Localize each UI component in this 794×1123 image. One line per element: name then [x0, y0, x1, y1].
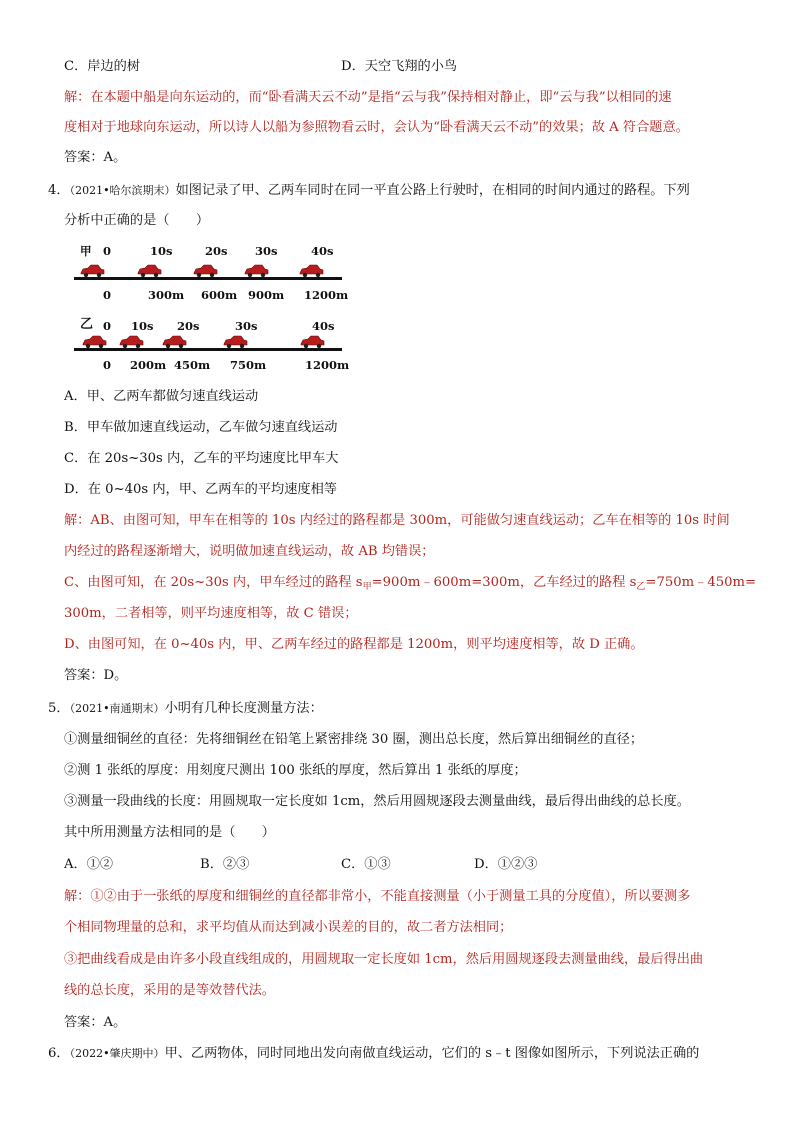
cars-motion-figure — [60, 240, 360, 375]
q6-stem — [48, 1045, 699, 1063]
q4-solution-line3 — [64, 574, 756, 596]
yi-time-30: 30s — [235, 319, 258, 333]
yi-time-0: 0 — [103, 319, 112, 333]
q3-solution-line2: 度相对于地球向东运动，所以诗人以船为参照物看云时，会认为“卧看满天云不动”的效果；故 A 符合题意。 — [64, 120, 689, 135]
q4-stem-line1 — [48, 182, 690, 200]
question-number: 5． — [48, 701, 70, 716]
jia-time-10: 10s — [150, 244, 173, 258]
q5-option-b: B．②③ — [200, 857, 250, 872]
yi-road — [74, 348, 342, 351]
q5-answer: 答案：A。 — [64, 1015, 127, 1030]
q5-option-c: C．①③ — [341, 857, 391, 872]
q4-option-c: C．在 20s~30s 内，乙车的平均速度比甲车大 — [64, 451, 339, 466]
yi-time-10: 10s — [131, 319, 154, 333]
q5-stem — [48, 700, 323, 718]
q5-item-1: ①测量细铜丝的直径：先将细铜丝在铅笔上紧密排绕 30 圈，测出总长度，然后算出细铜丝的直径； — [64, 732, 644, 747]
q3-solution-line1: 解：在本题中船是向东运动的，而“卧看满天云不动”是指“云与我”保持相对静止，即“云与我”以相同的速 — [64, 90, 672, 105]
question-number: 6． — [48, 1046, 70, 1061]
yi-car-icon — [161, 335, 187, 349]
q4-option-b: B．甲车做加速直线运动，乙车做匀速直线运动 — [64, 420, 338, 435]
q5-solution-line2: 个相同物理量的总和，求平均值从而达到减小误差的目的，故二者方法相同； — [64, 920, 513, 935]
q4-stem-line2: 分析中正确的是（ ） — [64, 213, 210, 228]
jia-car-icon — [298, 264, 324, 278]
question-stem: 小明有几种长度测量方法： — [164, 701, 323, 716]
jia-car-icon — [136, 264, 162, 278]
jia-road — [74, 277, 342, 280]
jia-dist-1200: 1200m — [304, 288, 349, 302]
q3-answer: 答案：A。 — [64, 150, 127, 165]
jia-label: 甲 — [80, 244, 92, 258]
q4-solution-line2: 内经过的路程逐渐增大，说明做加速直线运动，故 AB 均错误； — [64, 544, 435, 559]
jia-time-20: 20s — [205, 244, 228, 258]
q5-option-d: D．①②③ — [474, 857, 538, 872]
question-stem: 如图记录了甲、乙两车同时在同一平直公路上行驶时，在相同的时间内通过的路程。下列 — [175, 183, 690, 198]
yi-dist-1200: 1200m — [305, 358, 350, 372]
q5-solution-line1: 解：①②由于一张纸的厚度和细铜丝的直径都非常小，不能直接测量（小于测量工具的分度值），所以要测多 — [64, 889, 691, 904]
q4-sol3-part2: =900m﹣600m=300m，乙车经过的路程 s — [371, 575, 637, 590]
jia-dist-600: 600m — [201, 288, 238, 302]
yi-car-icon — [222, 335, 248, 349]
jia-car-icon — [79, 264, 105, 278]
question-source: （2021•南通期末） — [69, 702, 165, 715]
yi-car-icon — [81, 335, 107, 349]
jia-dist-0: 0 — [103, 288, 112, 302]
q5-solution-line3: ③把曲线看成是由许多小段直线组成的，用圆规取一定长度如 1cm，然后用圆规逐段去测量曲线，最后得出曲 — [64, 952, 704, 967]
jia-time-40: 40s — [311, 244, 334, 258]
q5-option-a: A．①② — [64, 857, 114, 872]
q4-option-a: A．甲、乙两车都做匀速直线运动 — [64, 389, 259, 404]
q5-item-3: ③测量一段曲线的长度：用圆规取一定长度如 1cm，然后用圆规逐段去测量曲线，最后得出曲线的总长度。 — [64, 794, 690, 809]
jia-car-icon — [192, 264, 218, 278]
yi-time-40: 40s — [312, 319, 335, 333]
q4-solution-line1: 解：AB、由图可知，甲车在相等的 10s 内经过的路程都是 300m，可能做匀速直线运动；乙车在相等的 10s 时间 — [64, 513, 730, 528]
q4-solution-line5: D、由图可知，在 0~40s 内，甲、乙两车经过的路程都是 1200m，则平均速度相等，故 D 正确。 — [64, 637, 644, 652]
jia-dist-900: 900m — [248, 288, 285, 302]
jia-time-30: 30s — [255, 244, 278, 258]
question-stem: 甲、乙两物体，同时同地出发向南做直线运动，它们的 s﹣t 图像如图所示，下列说法正确的 — [164, 1046, 700, 1061]
q4-sol3-sub-jia: 甲 — [362, 582, 372, 592]
yi-car-icon — [299, 335, 325, 349]
q4-option-d: D．在 0~40s 内，甲、乙两车的平均速度相等 — [64, 482, 337, 497]
yi-car-icon — [118, 335, 144, 349]
jia-time-0: 0 — [103, 244, 112, 258]
q4-sol3-part1: C、由图可知，在 20s~30s 内，甲车经过的路程 s — [64, 575, 363, 590]
yi-dist-0: 0 — [103, 358, 112, 372]
q4-sol3-sub-yi: 乙 — [636, 582, 646, 592]
q3-option-c: C．岸边的树 — [64, 59, 141, 74]
q4-solution-line4: 300m，二者相等，则平均速度相等，故 C 错误； — [64, 606, 358, 621]
jia-dist-300: 300m — [148, 288, 185, 302]
q5-question: 其中所用测量方法相同的是（ ） — [64, 825, 275, 840]
question-source: （2022•肇庆期中） — [69, 1047, 165, 1060]
q4-answer: 答案：D。 — [64, 668, 128, 683]
yi-dist-200: 200m — [130, 358, 167, 372]
q5-item-2: ②测 1 张纸的厚度：用刻度尺测出 100 张纸的厚度，然后算出 1 张纸的厚度； — [64, 763, 527, 778]
question-source: （2021•哈尔滨期末） — [69, 184, 176, 197]
q4-sol3-part3: =750m﹣450m= — [645, 575, 757, 590]
jia-car-icon — [243, 264, 269, 278]
yi-dist-450: 450m — [174, 358, 211, 372]
question-number: 4． — [48, 183, 70, 198]
q5-solution-line4: 线的总长度，采用的是等效替代法。 — [64, 983, 275, 998]
yi-label: 乙 — [80, 317, 94, 332]
yi-dist-750: 750m — [230, 358, 267, 372]
q3-option-d: D．天空飞翔的小鸟 — [341, 59, 458, 74]
yi-time-20: 20s — [177, 319, 200, 333]
